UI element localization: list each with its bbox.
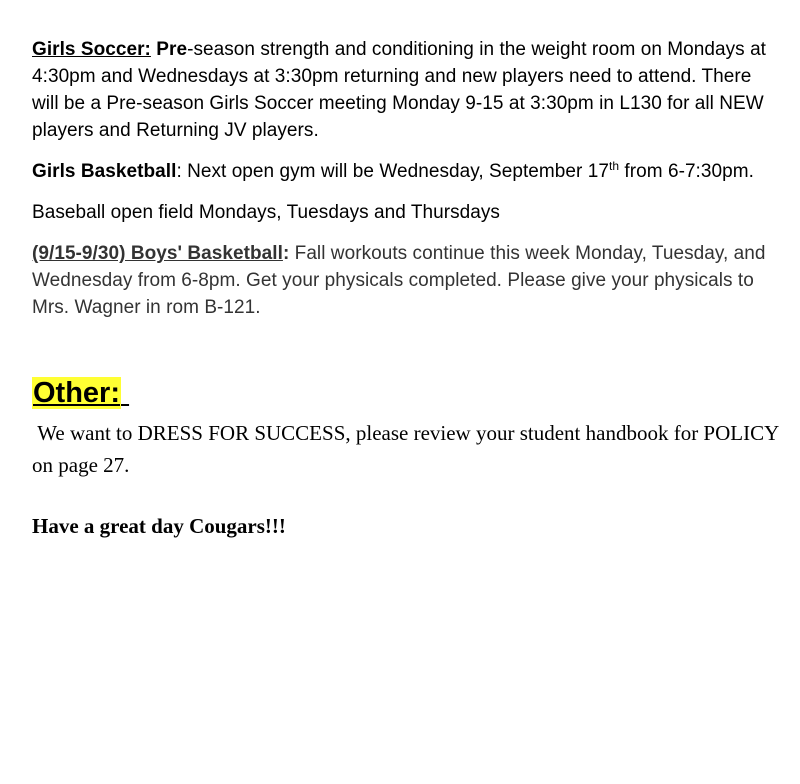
other-heading-underline-tail — [121, 377, 129, 409]
dress-code-text: We want to DRESS FOR SUCCESS, please review your student handbook for POLICY on page 27. — [32, 421, 779, 477]
baseball-paragraph — [32, 199, 782, 226]
boys-basketball-title: (9/15-9/30) Boys' Basketball — [32, 243, 283, 264]
other-section-heading — [32, 377, 782, 417]
girls-basketball-title: Girls Basketball — [32, 161, 177, 182]
baseball-text: Baseball open field Mondays, Tuesdays and Thursdays — [32, 202, 500, 223]
girls-soccer-lead-word: Pre — [156, 39, 188, 60]
girls-soccer-title: Girls Soccer: — [32, 39, 151, 60]
ordinal-suffix: th — [608, 159, 620, 173]
dress-code-paragraph — [32, 417, 782, 481]
girls-soccer-paragraph — [32, 36, 782, 144]
boys-basketball-colon: : — [282, 243, 290, 264]
announcements-document — [32, 36, 782, 539]
boys-basketball-text: Fall workouts continue this week Monday, Tuesday, and Wednesday from 6-8pm. Get your physicals completed. Please give your physicals to Mrs. Wagner in rom B-121. — [32, 243, 766, 318]
other-heading: Other: — [33, 377, 120, 409]
girls-basketball-text-end: from 6-7:30pm. — [619, 161, 754, 182]
closing-line: Have a great day Cougars!!! — [32, 514, 286, 538]
girls-basketball-paragraph — [32, 158, 782, 185]
girls-soccer-text: -season strength and conditioning in the weight room on Mondays at 4:30pm and Wednesdays at 3:30pm returning and new players need to attend. There will be a Pre-season Girls Soccer meeting Monday 9-15 at 3:30pm in L130 for all NEW players and Returning JV players. — [32, 39, 767, 141]
boys-basketball-paragraph — [32, 240, 782, 321]
girls-basketball-text: : Next open gym will be Wednesday, September 17 — [176, 161, 609, 182]
